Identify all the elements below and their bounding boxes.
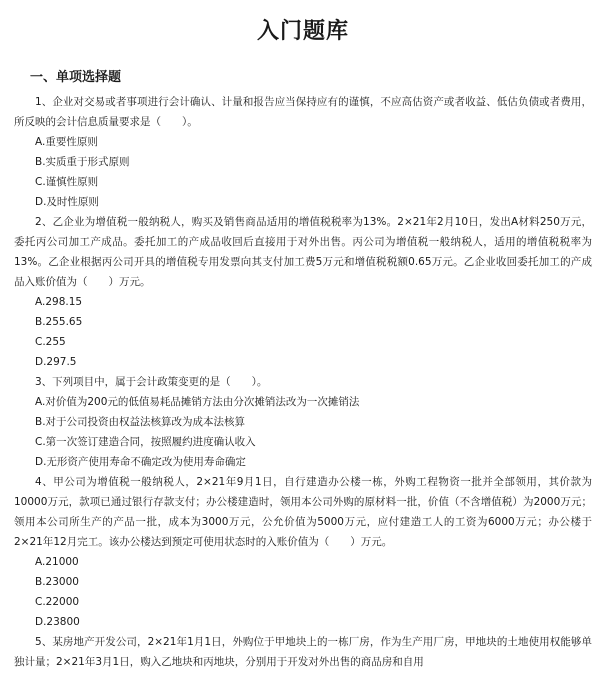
question-5-stem: 5、某房地产开发公司，2×21年1月1日，外购位于甲地块上的一栋厂房，作为生产用厂房，甲地块的土地使用权能够单独计量；2×21年3月1日，购入乙地块和丙地块，分别用于开发对外出售的商品房和自用 — [14, 636, 592, 668]
question-2-option-d: D.297.5 — [35, 356, 77, 368]
question-4-option-b: B.23000 — [35, 576, 79, 588]
question-1-option-b: B.实质重于形式原则 — [35, 156, 130, 168]
question-2-option-a: A.298.15 — [35, 296, 83, 308]
question-3-option-a: A.对价值为200元的低值易耗品摊销方法由分次摊销法改为一次摊销法 — [35, 396, 360, 408]
question-2-option-b: B.255.65 — [35, 316, 83, 328]
question-3-option-c: C.第一次签订建造合同，按照履约进度确认收入 — [35, 436, 256, 448]
question-4-option-a: A.21000 — [35, 556, 79, 568]
section-heading: 一、单项选择题 — [30, 70, 122, 85]
question-1-option-a: A.重要性原则 — [35, 136, 98, 148]
page-title: 入门题库 — [256, 19, 349, 44]
question-3-option-d: D.无形资产使用寿命不确定改为使用寿命确定 — [35, 456, 246, 468]
question-3-stem: 3、下列项目中，属于会计政策变更的是（ ）。 — [35, 376, 268, 388]
question-2-stem: 2、乙企业为增值税一般纳税人，购买及销售商品适用的增值税税率为13%。2×21年2月10日，发出A材料250万元，委托丙公司加工产成品。委托加工的产成品收回后直接用于对外出售。丙公司为增值税一般纳税人，适用的增值税税率为13%。乙企业根据丙公司开具的增值税专用发票向其支付加工费5万元和增值税税额0.65万元。乙企业收回委托加工的产成品入账价值为（ ）万元。 — [14, 216, 592, 288]
question-1-option-d: D.及时性原则 — [35, 196, 99, 208]
question-list — [14, 92, 592, 672]
question-3-option-b: B.对于公司投资由权益法核算改为成本法核算 — [35, 416, 246, 428]
question-4-option-d: D.23800 — [35, 616, 80, 628]
question-2-option-c: C.255 — [35, 336, 66, 348]
question-1-stem: 1、企业对交易或者事项进行会计确认、计量和报告应当保持应有的谨慎，不应高估资产或者收益、低估负债或者费用，所反映的会计信息质量要求是（ ）。 — [14, 96, 592, 128]
question-1-option-c: C.谨慎性原则 — [35, 176, 99, 188]
question-4-stem: 4、甲公司为增值税一般纳税人，2×21年9月1日，自行建造办公楼一栋，外购工程物资一批并全部领用，其价款为10000万元，款项已通过银行存款支付；办公楼建造时，领用本公司外购的原材料一批，价值（不含增值税）为2000万元；领用本公司所生产的产品一批，成本为3000万元，公允价值为5000万元，应付建造工人的工资为6000万元；办公楼于2×21年12月完工。该办公楼达到预定可使用状态时的入账价值为（ ）万元。 — [14, 476, 592, 548]
question-4-option-c: C.22000 — [35, 596, 80, 608]
